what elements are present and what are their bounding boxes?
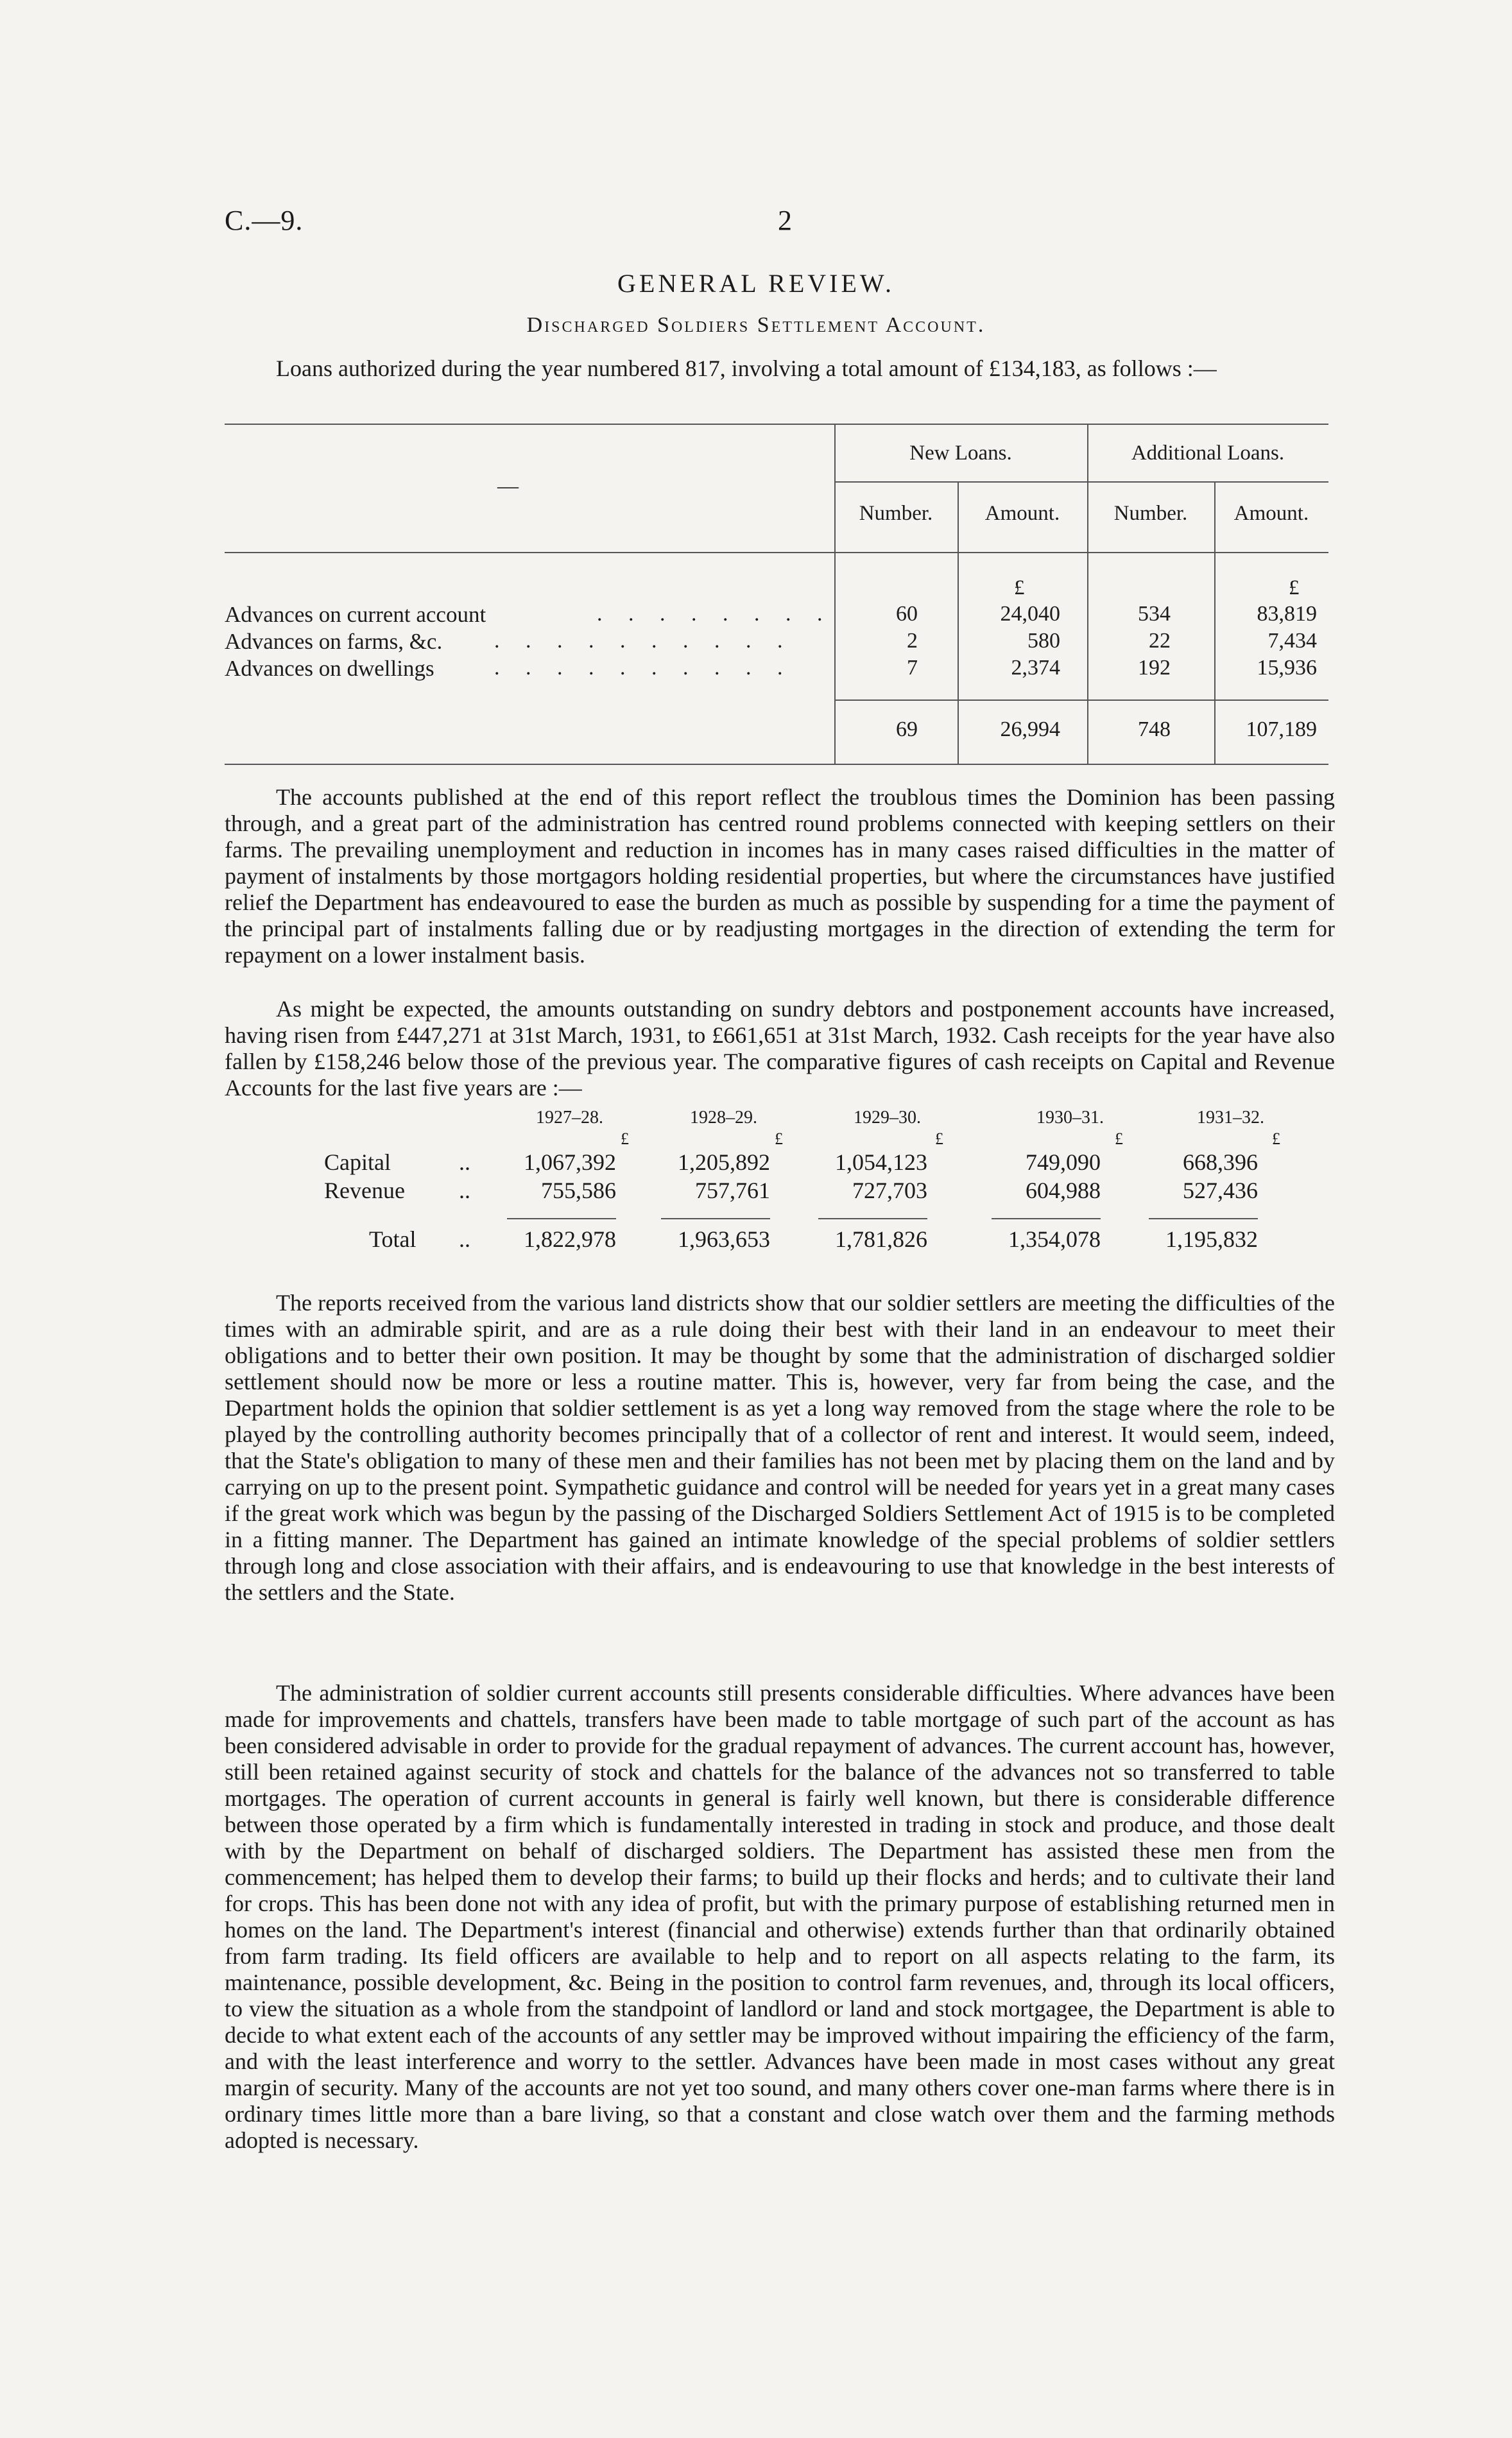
currency-symbol: £ [1289, 576, 1300, 599]
receipts-cell: 749,090 [1026, 1149, 1101, 1175]
sum-rule [1149, 1218, 1258, 1219]
table-cell: 2,374 [1011, 656, 1060, 680]
receipts-cell: 1,205,892 [678, 1149, 770, 1175]
sum-rule [661, 1218, 770, 1219]
group-header-additional-loans: Additional Loans. [1131, 442, 1285, 465]
column-header: Amount. [984, 502, 1060, 525]
receipts-cell: 757,761 [695, 1178, 770, 1203]
sum-rule [992, 1218, 1101, 1219]
table-cell: 60 [896, 602, 918, 626]
currency-symbol: £ [775, 1129, 783, 1148]
section-subtitle: Discharged Soldiers Settlement Account. [526, 313, 986, 337]
page-number: 2 [778, 205, 792, 236]
receipts-cell: 668,396 [1183, 1149, 1258, 1175]
section-title: GENERAL REVIEW. [617, 269, 895, 298]
table-cell: 580 [1027, 629, 1060, 653]
table-rule-subtotal [834, 700, 1328, 701]
table-row-label: Advances on current account [225, 602, 486, 627]
sum-rule [507, 1218, 616, 1219]
body-paragraph: As might be expected, the amounts outstanding on sundry debtors and postponement accounts have increased, having risen from £447,271 at 31st March, 1931, to £661,651 at 31st March, 1932. Cash receipts for the year have also fallen by £158,246 below those of the previous year. The comparative figures of cash receipts on Capital and Revenue Accounts for the last five years are :— [225, 996, 1335, 1101]
year-header: 1928–29. [690, 1108, 757, 1128]
table-cell: 7 [907, 656, 918, 680]
year-header: 1930–31. [1036, 1108, 1104, 1128]
currency-symbol: £ [1115, 1129, 1123, 1148]
column-header: Amount. [1233, 502, 1309, 525]
leader-dots: .. [459, 1178, 470, 1203]
receipts-total-label: Total [369, 1226, 417, 1252]
table-total-cell: 107,189 [1246, 717, 1317, 741]
currency-symbol: £ [935, 1129, 943, 1148]
table-cell: 22 [1149, 629, 1171, 653]
table-cell: 192 [1138, 656, 1171, 680]
leader-dots: . . . . . . . . . . [494, 656, 793, 680]
table-rule-bottom [225, 764, 1328, 765]
table-row-label: Advances on farms, &c. [225, 629, 443, 654]
leader-dots: .. [459, 1149, 470, 1175]
leader-dots: . . . . . . . . [597, 602, 833, 626]
receipts-total-cell: 1,963,653 [678, 1226, 770, 1252]
year-header: 1927–28. [536, 1108, 603, 1128]
receipts-row-label: Revenue [324, 1178, 405, 1203]
table-cell: 2 [907, 629, 918, 653]
currency-symbol: £ [1014, 576, 1025, 599]
table-rule-top [225, 424, 1328, 425]
table-cell: 83,819 [1257, 602, 1317, 626]
receipts-cell: 755,586 [541, 1178, 616, 1203]
receipts-cell: 527,436 [1183, 1178, 1258, 1203]
year-header: 1929–30. [854, 1108, 921, 1128]
receipts-cell: 727,703 [852, 1178, 927, 1203]
sum-rule [818, 1218, 927, 1219]
document-reference: C.—9. [225, 205, 304, 236]
receipts-total-cell: 1,822,978 [524, 1226, 616, 1252]
receipts-total-cell: 1,195,832 [1165, 1226, 1258, 1252]
table-cell: 7,434 [1267, 629, 1317, 653]
group-header-new-loans: New Loans. [909, 442, 1012, 465]
table-total-cell: 26,994 [1000, 717, 1060, 741]
column-header: Number. [859, 502, 933, 525]
table-total-cell: 748 [1138, 717, 1171, 741]
leader-dots: .. [459, 1226, 470, 1252]
table-rule-header [225, 552, 1328, 553]
currency-symbol: £ [621, 1129, 629, 1148]
intro-paragraph: Loans authorized during the year numbered 817, involving a total amount of £134,183, as follows :— [276, 356, 1217, 381]
year-header: 1931–32. [1197, 1108, 1264, 1128]
table-vrule [1087, 424, 1088, 764]
receipts-cell: 604,988 [1026, 1178, 1101, 1203]
receipts-row-label: Capital [324, 1149, 391, 1175]
table-cell: 534 [1138, 602, 1171, 626]
receipts-total-cell: 1,354,078 [1008, 1226, 1101, 1252]
table-cell: 24,040 [1000, 602, 1060, 626]
leader-dots: . . . . . . . . . . [494, 629, 793, 653]
receipts-total-cell: 1,781,826 [835, 1226, 927, 1252]
table-vrule [834, 424, 836, 764]
body-paragraph: The reports received from the various land districts show that our soldier settlers are meeting the difficulties of the times with an admirable spirit, and are as a rule doing their best with their land in an endeavour to meet their obligations and to better their own position. It may be thought by some that the administration of discharged soldier settlement should now be more or less a routine matter. This is, however, very far from being the case, and the Department holds the opinion that soldier settlement is as yet a long way removed from the stage where the role to be played by the controlling authority becomes principally that of a collector of rent and interest. It would seem, indeed, that the State's obligation to many of these men and their families has not been met by placing them on the land and by carrying on up to the present point. Sympathetic guidance and control will be needed for years yet in a great many cases if the great work which was begun by the passing of the Discharged Soldiers Settlement Act of 1915 is to be completed in a fitting manner. The Department has gained an intimate knowledge of the special problems of soldier settlers through long and close association with their affairs, and is endeavouring to use that knowledge in the best interests of the settlers and the State. [225, 1290, 1335, 1605]
table-row-label: Advances on dwellings [225, 656, 434, 681]
body-paragraph: The accounts published at the end of this report reflect the troublous times the Dominion has been passing through, and a great part of the administration has centred round problems connected with keeping settlers on their farms. The prevailing unemployment and reduction in incomes has in many cases raised difficulties in the matter of payment of instalments by those mortgagors holding residential properties, but where the circumstances have justified relief the Department has endeavoured to ease the burden as much as possible by suspending for a time the payment of the principal part of instalments falling due or by readjusting mortgages in the direction of extending the term for repayment on a lower instalment basis. [225, 784, 1335, 968]
column-header: Number. [1113, 502, 1188, 525]
table-cell: 15,936 [1257, 656, 1317, 680]
left-header-dash: — [497, 475, 519, 498]
currency-symbol: £ [1272, 1129, 1280, 1148]
body-paragraph: The administration of soldier current accounts still presents considerable difficulties. Where advances have been made for improvements and chattels, transfers have been made to table mortgage of such part of the account as has been considered advisable in order to provide for the gradual repayment of advances. The current account has, however, still been retained against security of stock and chattels for the balance of the advances not so transferred to table mortgages. The operation of current accounts in general is fairly well known, but there is considerable difference between those operated by a firm which is fundamentally interested in trading in stock and produce, and those dealt with by the Department on behalf of discharged soldiers. The Department has assisted these men from the commencement; has helped them to develop their farms; to build up their flocks and herds; and to cultivate their land for crops. This has been done not with any idea of profit, but with the primary purpose of establishing returned men in homes on the land. The Department's interest (financial and otherwise) extends further than that ordinarily obtained from farm trading. Its field officers are available to help and to report on all aspects relating to the farm, its maintenance, possible development, &c. Being in the position to control farm revenues, and, through its local officers, to view the situation as a whole from the standpoint of landlord or land and stock mortgagee, the Department is able to decide to what extent each of the accounts of any settler may be improved without impairing the efficiency of the farm, and with the least interference and worry to the settler. Advances have been made in most cases without any great margin of security. Many of the accounts are not yet too sound, and many others cover one-man farms where there is in ordinary times little more than a bare living, so that a constant and close watch over them and the farming methods adopted is necessary. [225, 1680, 1335, 2153]
receipts-cell: 1,054,123 [835, 1149, 927, 1175]
table-rule-group [834, 481, 1328, 483]
table-total-cell: 69 [896, 717, 918, 741]
receipts-cell: 1,067,392 [524, 1149, 616, 1175]
